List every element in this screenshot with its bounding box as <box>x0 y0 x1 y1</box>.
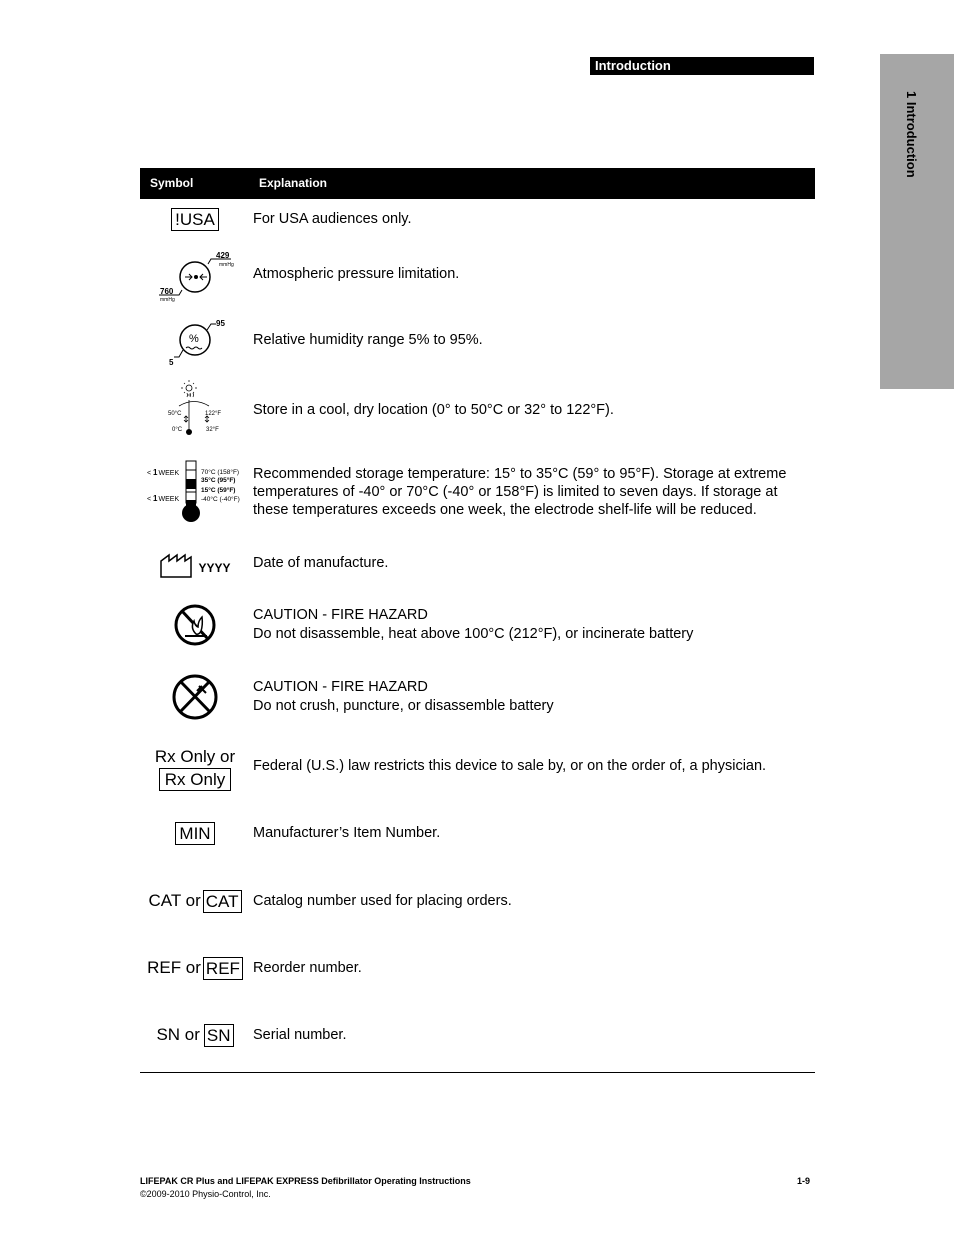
explanation-text: Catalog number used for placing orders. <box>253 893 512 909</box>
svg-text:< 1WEEK: < 1WEEK <box>147 494 180 503</box>
explanation-column-header: Explanation <box>259 176 328 190</box>
section-header: Introduction <box>590 57 814 75</box>
explanation-text: Store in a cool, dry location (0° to 50°C or 32° to 122°F). <box>253 402 614 418</box>
temp-low-f: 32°F <box>206 427 219 433</box>
temp-line: 35°C (95°F) <box>201 477 236 484</box>
ref-text: REF or <box>147 958 201 977</box>
manufacture-date-icon <box>159 547 195 579</box>
explanation-text: Reorder number. <box>253 960 362 976</box>
table-bottom-rule <box>140 1072 815 1073</box>
caution-title: CAUTION - FIRE HAZARD <box>253 679 428 695</box>
table-row <box>140 380 815 438</box>
pressure-high: 429 <box>216 251 230 260</box>
table-row <box>140 1020 815 1050</box>
explanation-text: For USA audiences only. <box>253 211 412 227</box>
sn-symbol: SN <box>204 1024 234 1047</box>
footer-copyright: ©2009-2010 Physio-Control, Inc. <box>140 1189 271 1199</box>
humidity-icon <box>160 316 230 368</box>
atmospheric-pressure-icon <box>155 250 235 304</box>
table-row <box>140 818 815 848</box>
table-row <box>140 886 815 916</box>
no-crush-icon <box>170 672 220 722</box>
temp-high-f: 122°F <box>205 411 222 417</box>
temp-low-c: 0°C <box>172 427 183 433</box>
week-label: WEEK <box>158 496 180 503</box>
usa-symbol: !USA <box>171 208 219 231</box>
pressure-unit: mmHg <box>160 297 175 303</box>
temp-line: 70°C (158°F) <box>201 469 240 476</box>
table-row <box>140 460 815 524</box>
page-number: 1-9 <box>797 1176 811 1186</box>
table-row <box>140 602 815 648</box>
explanation-text: Atmospheric pressure limitation. <box>253 266 460 282</box>
table-row <box>140 250 815 304</box>
rx-only-symbol: Rx Only <box>159 768 231 791</box>
pressure-unit: mmHg <box>219 262 234 268</box>
pressure-low: 760 <box>160 287 174 296</box>
explanation-text <box>253 606 813 643</box>
explanation-text: Recommended storage temperature: 15° to 35°C (59° to 95°F). Storage at extreme temperatures of -40° or 70°C (-40° or 158°F) is limited to seven days. If storage at these temperatures exceeds one week, the electrode shelf-life will be reduced. <box>253 466 787 518</box>
explanation-text: Serial number. <box>253 1027 347 1043</box>
explanation-text: Federal (U.S.) law restricts this device to sale by, or on the order of, a physician. <box>253 758 767 774</box>
min-symbol: MIN <box>175 822 214 845</box>
yyyy-label: YYYY <box>198 561 231 575</box>
table-row <box>140 672 815 722</box>
explanation-text: Date of manufacture. <box>253 555 389 571</box>
temperature-range-icon <box>155 380 235 438</box>
humidity-high: 95 <box>216 319 225 328</box>
explanation-text <box>253 678 813 715</box>
table-row <box>140 546 815 580</box>
storage-temperature-icon <box>140 460 250 524</box>
sn-text: SN or <box>156 1025 200 1044</box>
table-row <box>140 205 815 233</box>
week-label: WEEK <box>158 470 180 477</box>
week-count: 1 <box>153 494 158 503</box>
explanation-text: Manufacturer’s Item Number. <box>253 825 441 841</box>
table-row <box>140 316 815 368</box>
chapter-tab <box>880 54 954 389</box>
caution-title: CAUTION - FIRE HAZARD <box>253 607 428 623</box>
temp-line: 15°C (59°F) <box>201 487 236 494</box>
caution-detail: Do not disassemble, heat above 100°C (212°F), or incinerate battery <box>253 626 694 642</box>
table-header <box>140 168 815 199</box>
week-count: 1 <box>153 468 158 477</box>
ref-symbol: REF <box>203 957 243 980</box>
svg-text:< 1WEEK: < 1WEEK <box>147 468 180 477</box>
footer-title: LIFEPAK CR Plus and LIFEPAK EXPRESS Defibrillator Operating Instructions <box>140 1176 471 1186</box>
chapter-tab-label: 1 Introduction <box>904 91 919 178</box>
explanation-text: Relative humidity range 5% to 95%. <box>253 332 483 348</box>
table-row <box>140 953 815 983</box>
cat-symbol: CAT <box>203 890 242 913</box>
symbol-column-header: Symbol <box>150 176 194 190</box>
no-incinerate-icon <box>169 602 221 648</box>
caution-detail: Do not crush, puncture, or disassemble battery <box>253 698 554 714</box>
humidity-low: 5 <box>169 358 174 367</box>
humidity-percent: % <box>189 333 199 345</box>
rx-only-text: Rx Only or <box>154 746 236 766</box>
table-row <box>140 742 815 794</box>
temp-line: -40°C (-40°F) <box>201 496 240 503</box>
temp-high-c: 50°C <box>168 411 182 417</box>
cat-text: CAT or <box>148 891 201 910</box>
